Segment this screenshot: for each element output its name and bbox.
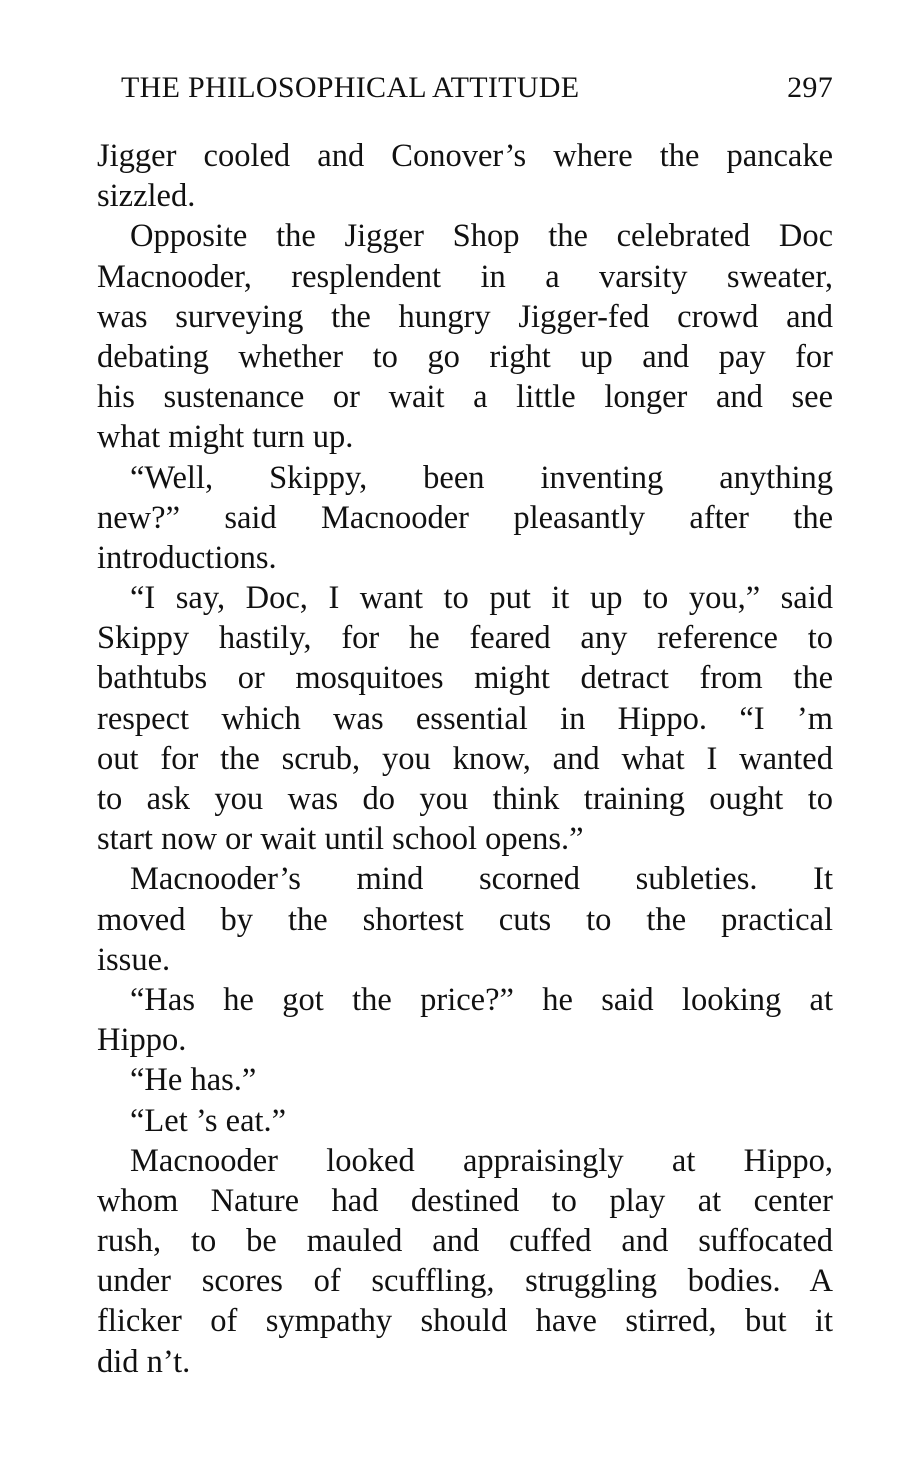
text-line: new?” said Macnooder pleasantly after the <box>97 499 833 536</box>
text-line: sizzled. <box>97 178 196 215</box>
text-line: Skippy hastily, for he feared any reference to <box>97 620 833 657</box>
text-line: “Let ’s eat.” <box>130 1102 287 1139</box>
text-line: debating whether to go right up and pay for <box>97 338 833 375</box>
text-line: moved by the shortest cuts to the practical <box>97 901 833 938</box>
text-line: rush, to be mauled and cuffed and suffocated <box>97 1223 833 1260</box>
text-line: start now or wait until school opens.” <box>97 821 584 858</box>
text-line: under scores of scuffling, struggling bodies. A <box>97 1263 833 1300</box>
text-line: issue. <box>97 941 171 978</box>
text-line: introductions. <box>97 539 277 576</box>
text-line: what might turn up. <box>97 419 354 456</box>
page-number: 297 <box>787 71 833 104</box>
running-title: THE PHILOSOPHICAL ATTITUDE <box>121 71 580 104</box>
text-line: Opposite the Jigger Shop the celebrated Doc <box>130 218 833 255</box>
text-line: Macnooder, resplendent in a varsity sweater, <box>97 258 833 295</box>
text-line: did n’t. <box>97 1343 191 1380</box>
text-line: “I say, Doc, I want to put it up to you,” said <box>130 580 833 617</box>
text-line: Macnooder looked appraisingly at Hippo, <box>130 1142 833 1179</box>
text-line: Hippo. <box>97 1022 187 1059</box>
text-line: respect which was essential in Hippo. “I ’m <box>97 700 833 737</box>
text-line: whom Nature had destined to play at center <box>97 1182 833 1219</box>
text-line: bathtubs or mosquitoes might detract from the <box>97 660 833 697</box>
body-text <box>97 136 833 1382</box>
text-line: out for the scrub, you know, and what I wanted <box>97 740 833 777</box>
text-line: “Well, Skippy, been inventing anything <box>130 459 833 496</box>
text-line: was surveying the hungry Jigger-fed crowd and <box>97 298 833 335</box>
text-line: Jigger cooled and Conover’s where the pancake <box>97 138 833 174</box>
page-header <box>121 66 833 110</box>
text-line: “He has.” <box>130 1062 257 1099</box>
text-line: his sustenance or wait a little longer and see <box>97 379 833 416</box>
text-line: “Has he got the price?” he said looking at <box>130 981 833 1018</box>
text-line: flicker of sympathy should have stirred, but it <box>97 1303 833 1340</box>
text-line: Macnooder’s mind scorned subleties. It <box>130 861 833 898</box>
text-line: to ask you was do you think training ought to <box>97 781 833 817</box>
